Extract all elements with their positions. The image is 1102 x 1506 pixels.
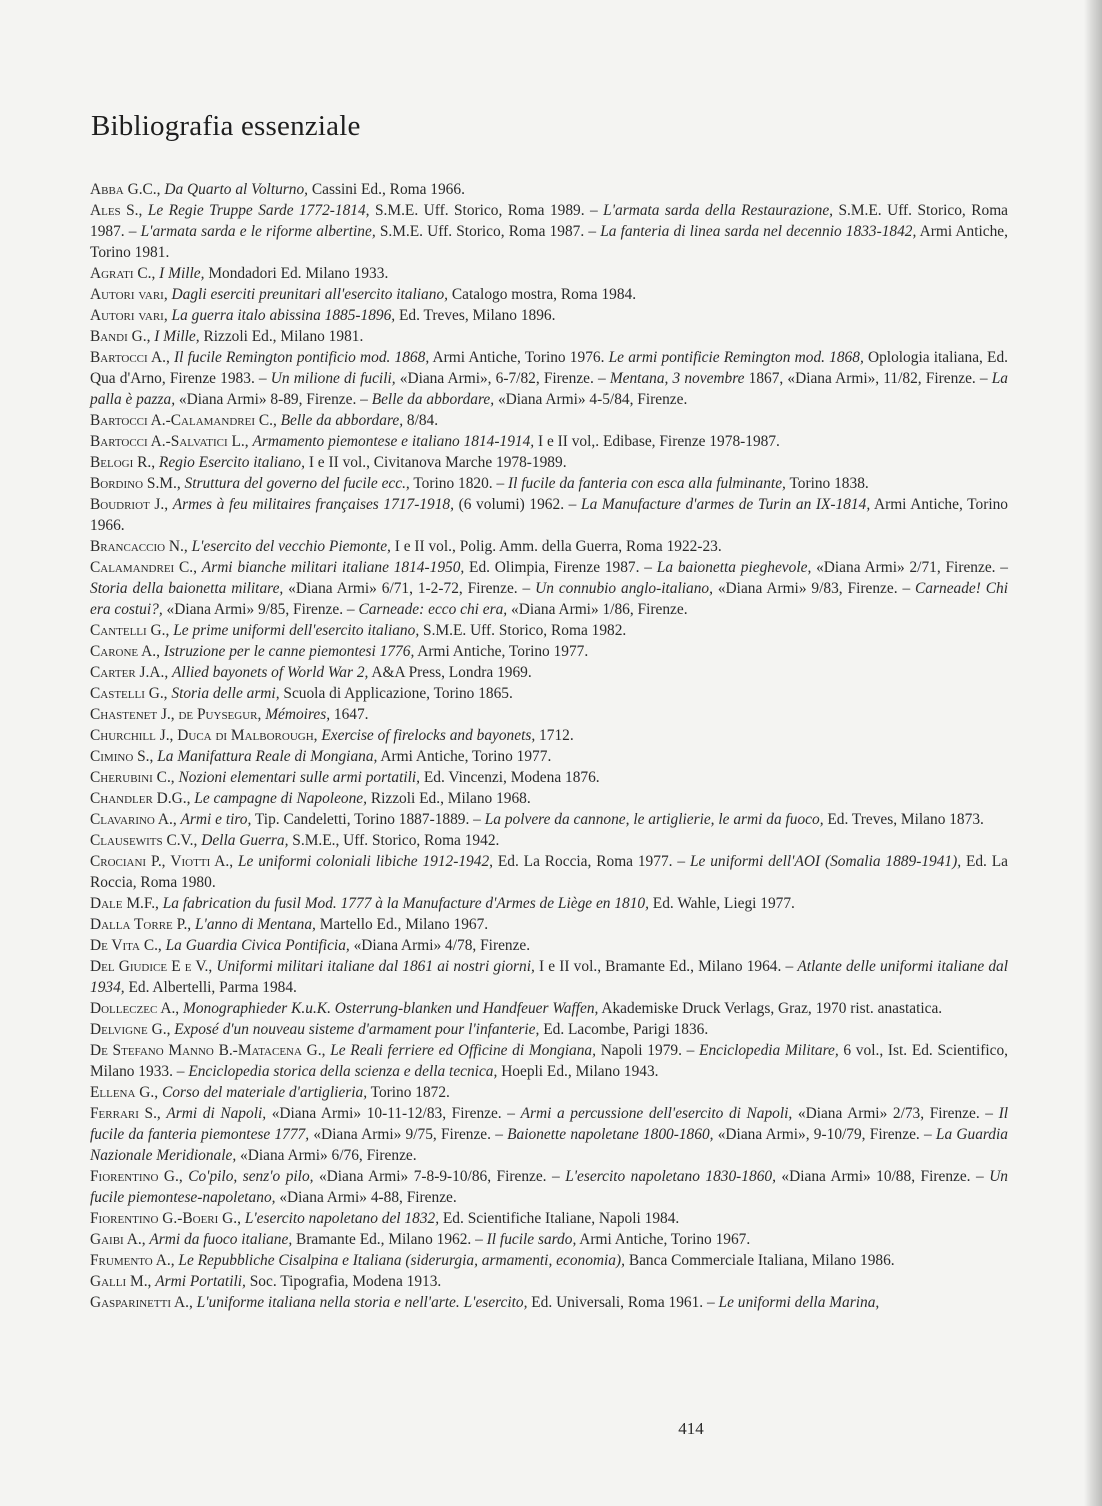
entry-title: La Guardia Nazionale Meridionale, — [90, 1126, 1008, 1164]
entry-text: «Diana Armi» 6/76, Firenze. — [236, 1147, 417, 1164]
bibliography-entry — [90, 746, 1008, 767]
entry-title: Storia delle armi, — [171, 685, 280, 702]
bibliography-entry — [90, 473, 1008, 494]
entry-author: Bordino — [90, 475, 144, 492]
entry-text: Soc. Tipografia, Modena 1913. — [245, 1273, 442, 1290]
entry-text: «Diana Armi» 2/73, Firenze. – — [792, 1105, 999, 1122]
bibliography-entry — [90, 851, 1008, 893]
entry-author: Calamandrei — [90, 559, 175, 576]
page-title: Bibliografia essenziale — [91, 110, 361, 142]
bibliography-entry — [90, 620, 1008, 641]
entry-text: C., — [139, 937, 166, 954]
entry-text: A., — [210, 853, 238, 870]
entry-title: Enciclopedia Militare, — [699, 1042, 839, 1059]
bibliography-entry — [90, 1229, 1008, 1250]
entry-title: Mentana, 3 novembre — [609, 370, 745, 387]
bibliography-entry — [90, 347, 1008, 410]
entry-text: S., — [133, 748, 158, 765]
entry-title: Le uniformi coloniali libiche 1912-1942, — [237, 853, 493, 870]
entry-text: C.V., — [162, 832, 202, 849]
entry-title: Il fucile Remington pontificio mod. 1868, — [174, 349, 430, 366]
bibliography-entry — [90, 788, 1008, 809]
entry-text: , — [257, 706, 266, 723]
entry-text: Rizzoli Ed., Milano 1968. — [366, 790, 531, 807]
entry-title: Carneade! Chi era costui?, — [90, 580, 1009, 618]
entry-author: Duca di Malborough — [177, 727, 314, 744]
entry-text: R., — [133, 454, 159, 471]
bibliography-entry — [90, 935, 1008, 956]
entry-title: L'armata sarda della Restaurazione, — [603, 202, 834, 219]
entry-author: Matacena — [237, 1042, 302, 1059]
entry-author: Bartocci — [90, 349, 148, 366]
entry-author: Bandi — [90, 328, 128, 345]
entry-text: Rizzoli Ed., Milano 1981. — [199, 328, 364, 345]
entry-author: Gasparinetti — [90, 1294, 171, 1311]
entry-text: Ed. Olimpia, Firenze 1987. – — [464, 559, 657, 576]
entry-text: Ed. Lacombe, Parigi 1836. — [539, 1021, 709, 1038]
entry-text: B.- — [213, 1042, 238, 1059]
bibliography-entry — [90, 1208, 1008, 1229]
entry-title: Exposé d'un nouveau sisteme d'armament pour l'infanterie, — [174, 1021, 540, 1038]
bibliography-list — [90, 179, 1008, 1313]
entry-text: J., — [155, 727, 178, 744]
entry-title: Armi da fuoco italiane, — [149, 1231, 293, 1248]
entry-title: Le armi pontificie Remington mod. 1868, — [608, 349, 864, 366]
entry-title: Le uniformi della Marina, — [718, 1294, 880, 1311]
entry-title: Da Quarto al Volturno, — [164, 181, 309, 198]
entry-title: Armi Portatili, — [155, 1273, 246, 1290]
entry-author: Autori vari — [90, 307, 164, 324]
entry-text: G., — [144, 685, 172, 702]
bibliography-entry — [90, 1103, 1008, 1166]
entry-text: «Diana Armi» 9/83, Firenze. – — [712, 580, 916, 597]
entry-author: Viotti — [170, 853, 211, 870]
entry-text: Tip. Candeletti, Torino 1887-1889. – — [251, 811, 485, 828]
entry-text: «Diana Armi» 1/86, Firenze. — [507, 601, 688, 618]
entry-title: Belle da abbordare, — [280, 412, 404, 429]
entry-title: La Manifattura Reale di Mongiana, — [157, 748, 378, 765]
entry-title: Armes à feu militaires françaises 1717-1918, — [172, 496, 459, 513]
bibliography-entry — [90, 893, 1008, 914]
entry-text: Banca Commerciale Italiana, Milano 1986. — [624, 1252, 895, 1269]
entry-author: Agrati — [90, 265, 134, 282]
entry-text: , — [163, 286, 172, 303]
entry-author: de Puysegur — [178, 706, 258, 723]
entry-text: Armi Antiche, Torino 1967. — [576, 1231, 751, 1248]
entry-text: Ed. La Roccia, Roma 1980. — [90, 853, 1009, 891]
entry-author: Castelli — [90, 685, 145, 702]
entry-text: «Diana Armi» 6/71, 1-2-72, Firenze. – — [283, 580, 536, 597]
entry-text: 1867, «Diana Armi», 11/82, Firenze. – — [744, 370, 992, 387]
entry-author: Boeri — [182, 1210, 219, 1227]
entry-title: Un milione di fucili, — [270, 370, 396, 387]
bibliography-entry — [90, 494, 1008, 536]
entry-author: Belogi — [90, 454, 134, 471]
entry-text: C., — [174, 559, 202, 576]
bibliography-entry — [90, 809, 1008, 830]
entry-text: (6 volumi) 1962. – — [458, 496, 582, 513]
bibliography-entry — [90, 410, 1008, 431]
entry-title: Il fucile sardo, — [486, 1231, 577, 1248]
entry-author: Dolleczec — [90, 1000, 158, 1017]
entry-title: Della Guerra, — [201, 832, 289, 849]
entry-text: L., — [227, 433, 253, 450]
entry-text: Armi Antiche, Torino 1966. — [90, 496, 1008, 534]
entry-text: Napoli 1979. – — [595, 1042, 700, 1059]
entry-text: C., — [152, 769, 179, 786]
entry-title: Un connubio anglo-italiano, — [535, 580, 713, 597]
bibliography-entry — [90, 1082, 1008, 1103]
entry-title: Armi di Napoli, — [166, 1105, 267, 1122]
entry-author: Cimino — [90, 748, 134, 765]
entry-title: L'uniforme italiana nella storia e nell'arte. L'esercito, — [196, 1294, 528, 1311]
entry-text: 1712. — [535, 727, 574, 744]
bibliography-entry — [90, 263, 1008, 284]
entry-text: S.M., — [143, 475, 185, 492]
entry-text: Armi Antiche, Torino 1976. — [429, 349, 609, 366]
entry-text: «Diana Armi», 6-7/82, Firenze. – — [395, 370, 610, 387]
entry-text: Cassini Ed., Roma 1966. — [308, 181, 465, 198]
entry-text: S.M.E., Uff. Storico, Roma 1942. — [288, 832, 500, 849]
entry-author: Frumento — [90, 1252, 153, 1269]
entry-author: Bartocci — [90, 433, 148, 450]
entry-text: J., — [149, 496, 173, 513]
entry-author: Chastenet — [90, 706, 158, 723]
entry-title: L'armata sarda e le riforme albertine, — [140, 223, 376, 240]
entry-title: Baionette napoletane 1800-1860, — [507, 1126, 714, 1143]
bibliography-entry — [90, 1166, 1008, 1208]
entry-text: Ed. La Roccia, Roma 1977. – — [492, 853, 690, 870]
entry-title: Istruzione per le canne piemontesi 1776, — [163, 643, 415, 660]
entry-text: «Diana Armi» 9/85, Firenze. – — [162, 601, 359, 618]
entry-text: G., — [301, 1042, 331, 1059]
bibliography-entry — [90, 998, 1008, 1019]
entry-author: Clavarino — [90, 811, 155, 828]
entry-text: V., — [191, 958, 217, 975]
entry-author: Clausewits — [90, 832, 163, 849]
entry-author: Ferrari — [90, 1105, 139, 1122]
bibliography-entry — [90, 536, 1008, 557]
entry-author: Ellena — [90, 1084, 136, 1101]
entry-text: Scuola di Applicazione, Torino 1865. — [279, 685, 513, 702]
entry-text: «Diana Armi» 7-8-9-10/86, Firenze. – — [313, 1168, 566, 1185]
entry-text: I e II vol,. Edibase, Firenze 1978-1987. — [534, 433, 780, 450]
entry-title: Exercise of firelocks and bayonets, — [321, 727, 536, 744]
entry-author: Chandler — [90, 790, 153, 807]
entry-text: C., — [255, 412, 281, 429]
entry-text: «Diana Armi» 4-88, Firenze. — [275, 1189, 457, 1206]
entry-text: N., — [165, 538, 192, 555]
entry-author: Calamandrei — [170, 412, 255, 429]
entry-title: Il fucile da fanteria con esca alla fulminante, — [508, 475, 786, 492]
entry-title: Un fucile piemontese-napoletano, — [90, 1168, 1008, 1206]
bibliography-entry — [90, 305, 1008, 326]
entry-text: A., — [147, 349, 175, 366]
entry-title: Armi bianche militari italiane 1814-1950, — [201, 559, 465, 576]
entry-author: Gaibi — [90, 1231, 124, 1248]
bibliography-entry — [90, 431, 1008, 452]
page-number: 414 — [678, 1419, 704, 1438]
entry-text: Armi Antiche, Torino 1977. — [414, 643, 589, 660]
entry-title: Armamento piemontese e italiano 1814-1914, — [252, 433, 535, 450]
entry-text: G., — [158, 1168, 189, 1185]
entry-author: Autori vari — [90, 286, 164, 303]
entry-text: A., — [123, 1231, 150, 1248]
entry-text: Bramante Ed., Milano 1962. – — [292, 1231, 487, 1248]
entry-text: C., — [133, 265, 160, 282]
page-edge — [1084, 0, 1102, 1506]
entry-text: I e II vol., Polig. Amm. della Guerra, Roma 1922-23. — [390, 538, 722, 555]
entry-text: Hoepli Ed., Milano 1943. — [497, 1063, 659, 1080]
entry-author: Fiorentino — [90, 1210, 159, 1227]
bibliography-entry — [90, 200, 1008, 263]
entry-title: La baionetta pieghevole, — [656, 559, 812, 576]
entry-title: La Manufacture d'armes de Turin an IX-1814, — [581, 496, 871, 513]
entry-text: J.A., — [135, 664, 173, 681]
entry-author: De Stefano Manno — [90, 1042, 214, 1059]
entry-title: Nozioni elementari sulle armi portatili, — [178, 769, 421, 786]
entry-title: Le prime uniformi dell'esercito italiano, — [173, 622, 420, 639]
entry-title: Co'pilo, senz'o pilo, — [188, 1168, 314, 1185]
entry-text: A&A Press, Londra 1969. — [368, 664, 532, 681]
entry-text: S.M.E. Uff. Storico, Roma 1982. — [419, 622, 627, 639]
entry-author: Delvigne — [90, 1021, 148, 1038]
entry-title: Le Repubbliche Cisalpina e Italiana (siderurgia, armamenti, economia), — [178, 1252, 625, 1269]
entry-title: Regio Esercito italiano, — [158, 454, 305, 471]
entry-text: J., — [157, 706, 179, 723]
entry-text: «Diana Armi» 10-11-12/83, Firenze. – — [266, 1105, 521, 1122]
entry-text: S., — [138, 1105, 167, 1122]
entry-author: Dalla Torre — [90, 916, 173, 933]
entry-title: Belle da abbordare, — [371, 391, 495, 408]
entry-text: Torino 1872. — [367, 1084, 450, 1101]
entry-text: A.- — [147, 412, 171, 429]
entry-title: Struttura del governo del fucile ecc., — [184, 475, 410, 492]
entry-author: Fiorentino — [90, 1168, 159, 1185]
entry-author: Galli — [90, 1273, 127, 1290]
entry-text: «Diana Armi» 4-5/84, Firenze. — [494, 391, 688, 408]
entry-author: Boudriot — [90, 496, 150, 513]
entry-author: Crociani — [90, 853, 147, 870]
entry-title: I Mille, — [154, 328, 200, 345]
entry-text: I e II vol., Civitanova Marche 1978-1989. — [304, 454, 567, 471]
entry-text: S.M.E. Uff. Storico, Roma 1989. – — [369, 202, 604, 219]
bibliography-entry — [90, 1040, 1008, 1082]
entry-title: Dagli eserciti preunitari all'esercito italiano, — [171, 286, 448, 303]
entry-text: , — [163, 307, 172, 324]
entry-text: Ed. Treves, Milano 1896. — [395, 307, 556, 324]
entry-author: Del Giudice E e — [90, 958, 192, 975]
entry-author: Cherubini — [90, 769, 153, 786]
bibliography-entry — [90, 830, 1008, 851]
entry-author: Brancaccio — [90, 538, 166, 555]
entry-text: G., — [146, 622, 174, 639]
entry-author: De Vita — [90, 937, 140, 954]
entry-author: Salvatici — [170, 433, 228, 450]
entry-title: I Mille, — [159, 265, 205, 282]
entry-text: Torino 1838. — [785, 475, 869, 492]
entry-text: S.M.E. Uff. Storico, Roma 1987. – — [90, 202, 1008, 240]
entry-text: «Diana Armi» 2/71, Firenze. – — [811, 559, 1008, 576]
entry-text: Ed. Vincenzi, Modena 1876. — [420, 769, 600, 786]
entry-text: D.G., — [152, 790, 195, 807]
entry-title: La Guardia Civica Pontificia, — [165, 937, 350, 954]
entry-text: G., — [127, 328, 155, 345]
entry-text: A., — [157, 1000, 183, 1017]
entry-title: Le Reali ferriere ed Officine di Mongiana, — [330, 1042, 596, 1059]
bibliography-entry — [90, 1271, 1008, 1292]
entry-text: M.F., — [122, 895, 163, 912]
entry-title: Atlante delle uniformi italiane dal 1934, — [90, 958, 1009, 996]
entry-text: «Diana Armi» 10/88, Firenze. – — [775, 1168, 990, 1185]
entry-author: Abba — [90, 181, 124, 198]
entry-text: Martello Ed., Milano 1967. — [315, 916, 489, 933]
entry-title: Monographieder K.u.K. Osterrung-blanken und Handfeuer Waffen, — [183, 1000, 599, 1017]
entry-text: P., — [146, 853, 171, 870]
entry-text: Ed. Albertelli, Parma 1984. — [124, 979, 297, 996]
entry-title: La fabrication du fusil Mod. 1777 à la Manufacture d'Armes de Liège en 1810, — [162, 895, 649, 912]
entry-text: Ed. Scientifiche Italiane, Napoli 1984. — [439, 1210, 680, 1227]
entry-title: La guerra italo abissina 1885-1896, — [171, 307, 396, 324]
entry-text: S., — [120, 202, 148, 219]
entry-text: M., — [126, 1273, 156, 1290]
entry-text: G., — [218, 1210, 245, 1227]
entry-title: Mémoires, — [265, 706, 331, 723]
entry-title: Corso del materiale d'artiglieria, — [161, 1084, 368, 1101]
entry-text: 8/84. — [403, 412, 439, 429]
bibliography-entry — [90, 956, 1008, 998]
entry-text: I e II vol., Bramante Ed., Milano 1964. – — [534, 958, 798, 975]
entry-text: «Diana Armi» 4/78, Firenze. — [349, 937, 531, 954]
entry-text: S.M.E. Uff. Storico, Roma 1987. – — [375, 223, 601, 240]
entry-author: Ales — [90, 202, 121, 219]
entry-text: Torino 1820. – — [409, 475, 509, 492]
entry-title: Armi e tiro, — [180, 811, 252, 828]
entry-text: Oplologia italiana, Ed. Qua d'Arno, Firenze 1983. – — [90, 349, 1009, 387]
entry-title: Enciclopedia storica della scienza e della tecnica, — [188, 1063, 498, 1080]
entry-title: La palla è pazza, — [90, 370, 1009, 408]
entry-text: A.- — [147, 433, 171, 450]
entry-text: G., — [147, 1021, 175, 1038]
entry-text: «Diana Armi» 8-89, Firenze. – — [175, 391, 372, 408]
entry-author: Dale — [90, 895, 123, 912]
entry-text: A., — [154, 811, 181, 828]
bibliography-entry — [90, 683, 1008, 704]
bibliography-entry — [90, 662, 1008, 683]
entry-text: Ed. Wahle, Liegi 1977. — [648, 895, 795, 912]
entry-author: Bartocci — [90, 412, 148, 429]
entry-title: Uniformi militari italiane dal 1861 ai nostri giorni, — [216, 958, 535, 975]
entry-text: 1647. — [330, 706, 369, 723]
entry-title: Le uniformi dell'AOI (Somalia 1889-1941), — [689, 853, 962, 870]
bibliography-entry — [90, 1250, 1008, 1271]
entry-title: La polvere da cannone, le artiglierie, le armi da fuoco, — [484, 811, 824, 828]
bibliography-entry — [90, 452, 1008, 473]
entry-author: Carone — [90, 643, 139, 660]
entry-text: A., — [171, 1294, 197, 1311]
entry-title: Armi a percussione dell'esercito di Napoli, — [520, 1105, 793, 1122]
entry-text: Catalogo mostra, Roma 1984. — [448, 286, 637, 303]
bibliography-entry — [90, 641, 1008, 662]
entry-title: Storia della baionetta militare, — [90, 580, 284, 597]
bibliography-entry — [90, 557, 1008, 620]
bibliography-entry — [90, 1292, 1008, 1313]
entry-title: L'esercito del vecchio Piemonte, — [191, 538, 391, 555]
entry-title: L'anno di Mentana, — [195, 916, 316, 933]
bibliography-entry — [90, 326, 1008, 347]
entry-text: Ed. Universali, Roma 1961. – — [527, 1294, 719, 1311]
bibliography-entry — [90, 725, 1008, 746]
bibliography-entry — [90, 179, 1008, 200]
entry-title: Allied bayonets of World War 2, — [172, 664, 369, 681]
entry-text: 6 vol., Ist. Ed. Scientifico, Milano 1933. – — [90, 1042, 1009, 1080]
bibliography-entry — [90, 704, 1008, 725]
entry-title: Il fucile da fanteria piemontese 1777, — [90, 1105, 1009, 1143]
entry-title: Le campagne di Napoleone, — [194, 790, 367, 807]
entry-author: Churchill — [90, 727, 156, 744]
bibliography-entry — [90, 284, 1008, 305]
entry-text: G.- — [158, 1210, 183, 1227]
entry-text: G.C., — [123, 181, 165, 198]
entry-text: «Diana Armi», 9-10/79, Firenze. – — [713, 1126, 936, 1143]
entry-text: P., — [172, 916, 195, 933]
entry-text: Ed. Treves, Milano 1873. — [823, 811, 984, 828]
entry-text: Armi Antiche, Torino 1981. — [90, 223, 1008, 261]
entry-text: Mondadori Ed. Milano 1933. — [204, 265, 389, 282]
bibliography-entry — [90, 914, 1008, 935]
entry-text: Armi Antiche, Torino 1977. — [377, 748, 552, 765]
entry-title: L'esercito napoletano 1830-1860, — [565, 1168, 776, 1185]
page-number-row — [0, 1419, 1102, 1439]
entry-title: Carneade: ecco chi era, — [358, 601, 508, 618]
entry-text: , — [313, 727, 322, 744]
entry-text: A., — [152, 1252, 179, 1269]
entry-text: G., — [135, 1084, 162, 1101]
bibliography-entry — [90, 1019, 1008, 1040]
entry-author: Cantelli — [90, 622, 147, 639]
entry-author: Carter — [90, 664, 136, 681]
entry-text: «Diana Armi» 9/75, Firenze. – — [309, 1126, 508, 1143]
entry-title: La fanteria di linea sarda nel decennio 1833-1842, — [600, 223, 917, 240]
entry-title: L'esercito napoletano del 1832, — [244, 1210, 440, 1227]
entry-text: A., — [138, 643, 164, 660]
entry-title: Le Regie Truppe Sarde 1772-1814, — [147, 202, 370, 219]
entry-text: Akademiske Druck Verlags, Graz, 1970 rist. anastatica. — [598, 1000, 943, 1017]
bibliography-entry — [90, 767, 1008, 788]
